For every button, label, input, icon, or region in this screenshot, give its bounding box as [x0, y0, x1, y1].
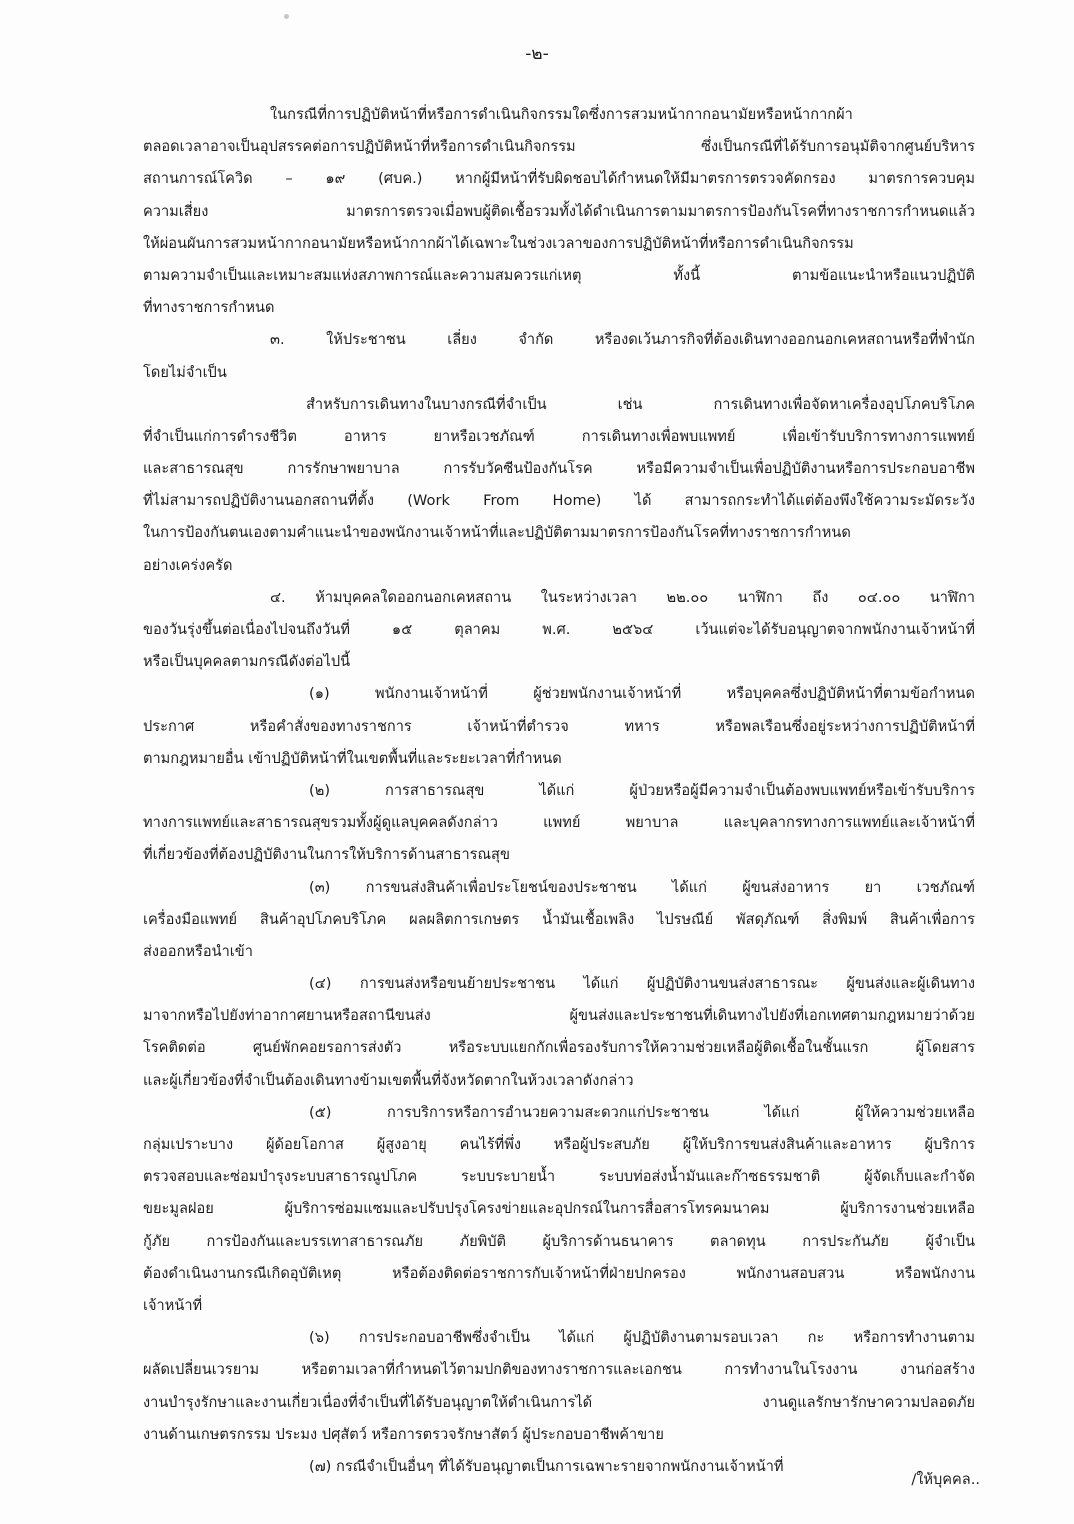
text-line: สถานการณ์โควิด – ๑๙ (ศบค.) หากผู้มีหน้าที่รับผิดชอบได้กำหนดให้มีมาตรการตรวจคัดกรอง มาตรการควบคุม — [143, 170, 975, 188]
text-line: ที่ไม่สามารถปฏิบัติงานนอกสถานที่ตั้ง (Work From Home) ได้ สามารถกระทำได้แต่ต้องพึงใช้ความระมัดระวัง — [143, 492, 975, 510]
text-line: ที่จำเป็นแก่การดำรงชีวิต อาหาร ยาหรือเวชภัณฑ์ การเดินทางเพื่อพบแพทย์ เพื่อเข้ารับบริการทางการแพทย์ — [143, 427, 975, 445]
text-line: ให้ผ่อนผันการสวมหน้ากากอนามัยหรือหน้ากากผ้าได้เฉพาะในช่วงเวลาของการปฏิบัติหน้าที่หรือการดำเนินกิจกรรม — [143, 234, 854, 252]
text-line: กู้ภัย การป้องกันและบรรเทาสาธารณภัย ภัยพิบัติ ผู้บริการด้านธนาคาร ตลาดทุน การประกันภัย ผู้จำเป็น — [143, 1232, 975, 1250]
text-line: (๕) การบริการหรือการอำนวยความสะดวกแก่ประชาชน ได้แก่ ผู้ให้ความช่วยเหลือ — [309, 1103, 975, 1121]
clause-4-item-6 — [143, 1322, 975, 1451]
page-number: -๒- — [525, 44, 549, 64]
text-line: ของวันรุ่งขึ้นต่อเนื่องไปจนถึงวันที่ ๑๕ ตุลาคม พ.ศ. ๒๕๖๔ เว้นแต่จะได้รับอนุญาตจากพนักงานเจ้าหน้าที่ — [143, 621, 975, 638]
scan-speck — [284, 14, 289, 19]
text-line: โรคติดต่อ ศูนย์พักคอยรอการส่งตัว หรือระบบแยกกักเพื่อรองรับการให้ความช่วยเหลือผู้ติดเชื้อในชั้นแรก ผู้โดยสาร — [143, 1039, 975, 1057]
text-line: ต้องดำเนินงานกรณีเกิดอุบัติเหตุ หรือต้องติดต่อราชการกับเจ้าหน้าที่ฝ่ายปกครอง พนักงานสอบสวน หรือพนักงาน — [143, 1264, 975, 1282]
clause-4-item-3 — [143, 872, 975, 969]
text-line: ๔. ห้ามบุคคลใดออกนอกเคหสถาน ในระหว่างเวลา ๒๒.๐๐ นาฬิกา ถึง ๐๔.๐๐ นาฬิกา — [270, 588, 975, 606]
text-line: ตลอดเวลาอาจเป็นอุปสรรคต่อการปฏิบัติหน้าที่หรือการดำเนินกิจกรรม ซึ่งเป็นกรณีที่ได้รับการอนุมัติจากศูนย์บริหาร — [143, 138, 975, 156]
text-line: โดยไม่จำเป็น — [143, 363, 227, 381]
text-line: ความเสี่ยง มาตรการตรวจเมื่อพบผู้ติดเชื้อรวมทั้งได้ดำเนินการตามมาตรการป้องกันโรคที่ทางราชการกำหนดแล้ว — [143, 202, 975, 220]
text-line: ในกรณีที่การปฏิบัติหน้าที่หรือการดำเนินกิจกรรมใดซึ่งการสวมหน้ากากอนามัยหรือหน้ากากผ้า — [270, 106, 853, 123]
clause-4-item-2 — [143, 775, 975, 872]
paragraph-mask-exemption — [143, 99, 975, 324]
document-body — [143, 99, 975, 1483]
clause-4-item-1 — [143, 678, 975, 775]
text-line: ทางการแพทย์และสาธารณสุขรวมทั้งผู้ดูแลบุคคลดังกล่าว แพทย์ พยาบาล และบุคลากรทางการแพทย์และเจ้าหน้าที่ — [143, 814, 975, 832]
text-line: หรือเป็นบุคคลตามกรณีดังต่อไปนี้ — [143, 653, 351, 671]
text-line: ตามกฎหมายอื่น เข้าปฏิบัติหน้าที่ในเขตพื้นที่และระยะเวลาที่กำหนด — [143, 749, 562, 767]
text-line: และสาธารณสุข การรักษาพยาบาล การรับวัคซีนป้องกันโรค หรือมีความจำเป็นเพื่อปฏิบัติงานหรือการประกอบอาชีพ — [143, 460, 975, 478]
text-line: ประกาศ หรือคำสั่งของทางราชการ เจ้าหน้าที่ตำรวจ ทหาร หรือพลเรือนซึ่งอยู่ระหว่างการปฏิบัติหน้าที่ — [143, 717, 975, 735]
text-line: ตามความจำเป็นและเหมาะสมแห่งสภาพการณ์และความสมควรแก่เหตุ ทั้งนี้ ตามข้อแนะนำหรือแนวปฏิบัติ — [143, 266, 975, 284]
text-line: (๓) การขนส่งสินค้าเพื่อประโยชน์ของประชาชน ได้แก่ ผู้ขนส่งอาหาร ยา เวชภัณฑ์ — [309, 878, 975, 896]
clause-4 — [143, 582, 975, 679]
text-line: (๗) กรณีจำเป็นอื่นๆ ที่ได้รับอนุญาตเป็นการเฉพาะรายจากพนักงานเจ้าหน้าที่ — [309, 1457, 784, 1475]
clause-3 — [143, 324, 975, 388]
text-line: ที่เกี่ยวข้องที่ต้องปฏิบัติงานในการให้บริการด้านสาธารณสุข — [143, 846, 510, 864]
text-line: กลุ่มเปราะบาง ผู้ด้อยโอกาส ผู้สูงอายุ คนไร้ที่พึ่ง หรือผู้ประสบภัย ผู้ให้บริการขนส่งสินค้าและอาหาร ผู้บริการ — [143, 1136, 975, 1153]
text-line: ผลัดเปลี่ยนเวรยาม หรือตามเวลาที่กำหนดไว้ตามปกติของทางราชการและเอกชน การทำงานในโรงงาน งานก่อสร้าง — [143, 1361, 975, 1379]
text-line: ขยะมูลฝอย ผู้บริการซ่อมแซมและปรับปรุงโครงข่ายและอุปกรณ์ในการสื่อสารโทรคมนาคม ผู้บริการงานช่วยเหลือ — [143, 1200, 975, 1218]
text-line: สำหรับการเดินทางในบางกรณีที่จำเป็น เช่น การเดินทางเพื่อจัดหาเครื่องอุปโภคบริโภค — [306, 395, 975, 413]
clause-3-travel — [143, 389, 975, 582]
text-line: เจ้าหน้าที่ — [143, 1296, 203, 1314]
text-line: ในการป้องกันตนเองตามคำแนะนำของพนักงานเจ้าหน้าที่และปฏิบัติตามมาตรการป้องกันโรคที่ทางราชการกำหนด — [143, 524, 851, 542]
text-line: (๒) การสาธารณสุข ได้แก่ ผู้ป่วยหรือผู้มีความจำเป็นต้องพบแพทย์หรือเข้ารับบริการ — [309, 781, 975, 799]
clause-4-item-4 — [143, 968, 975, 1097]
text-line: งานด้านเกษตรกรรม ประมง ปศุสัตว์ หรือการตรวจรักษาสัตว์ ผู้ประกอบอาชีพค้าขาย — [143, 1425, 664, 1443]
clause-4-item-5 — [143, 1097, 975, 1322]
text-line: ส่งออกหรือนำเข้า — [143, 942, 253, 960]
text-line: ๓. ให้ประชาชน เลี่ยง จำกัด หรืองดเว้นภารกิจที่ต้องเดินทางออกนอกเคหสถานหรือที่พำนัก — [270, 331, 975, 349]
text-line: อย่างเคร่งครัด — [143, 556, 233, 574]
text-line: ที่ทางราชการกำหนด — [143, 299, 275, 317]
text-line: เครื่องมือแพทย์ สินค้าอุปโภคบริโภค ผลผลิตการเกษตร น้ำมันเชื้อเพลิง ไปรษณีย์ พัสดุภัณฑ์ สิ่งพิมพ์ สินค้าเพื่อการ — [143, 910, 975, 928]
text-line: (๑) พนักงานเจ้าหน้าที่ ผู้ช่วยพนักงานเจ้าหน้าที่ หรือบุคคลซึ่งปฏิบัติหน้าที่ตามข้อกำหนด — [309, 685, 975, 703]
text-line: งานบำรุงรักษาและงานเกี่ยวเนื่องที่จำเป็นที่ได้รับอนุญาตให้ดำเนินการได้ งานดูแลรักษารักษาความปลอดภัย — [143, 1393, 975, 1411]
text-line: (๔) การขนส่งหรือขนย้ายประชาชน ได้แก่ ผู้ปฏิบัติงานขนส่งสาธารณะ ผู้ขนส่งและผู้เดินทาง — [309, 975, 975, 993]
continuation-marker: /ให้บุคคล.. — [911, 1471, 980, 1488]
text-line: ตรวจสอบและซ่อมบำรุงระบบสาธารณูปโภค ระบบระบายน้ำ ระบบท่อส่งน้ำมันและก๊าซธรรมชาติ ผู้จัดเก็บและกำจัด — [143, 1168, 975, 1186]
text-line: มาจากหรือไปยังท่าอากาศยานหรือสถานีขนส่ง ผู้ขนส่งและประชาชนที่เดินทางไปยังที่เอกเทศตามกฎหมายว่าด้วย — [143, 1007, 975, 1025]
text-line: และผู้เกี่ยวข้องที่จำเป็นต้องเดินทางข้ามเขตพื้นที่จังหวัดตากในห้วงเวลาดังกล่าว — [143, 1071, 634, 1089]
text-line: (๖) การประกอบอาชีพซึ่งจำเป็น ได้แก่ ผู้ปฏิบัติงานตามรอบเวลา กะ หรือการทำงานตาม — [309, 1329, 975, 1347]
